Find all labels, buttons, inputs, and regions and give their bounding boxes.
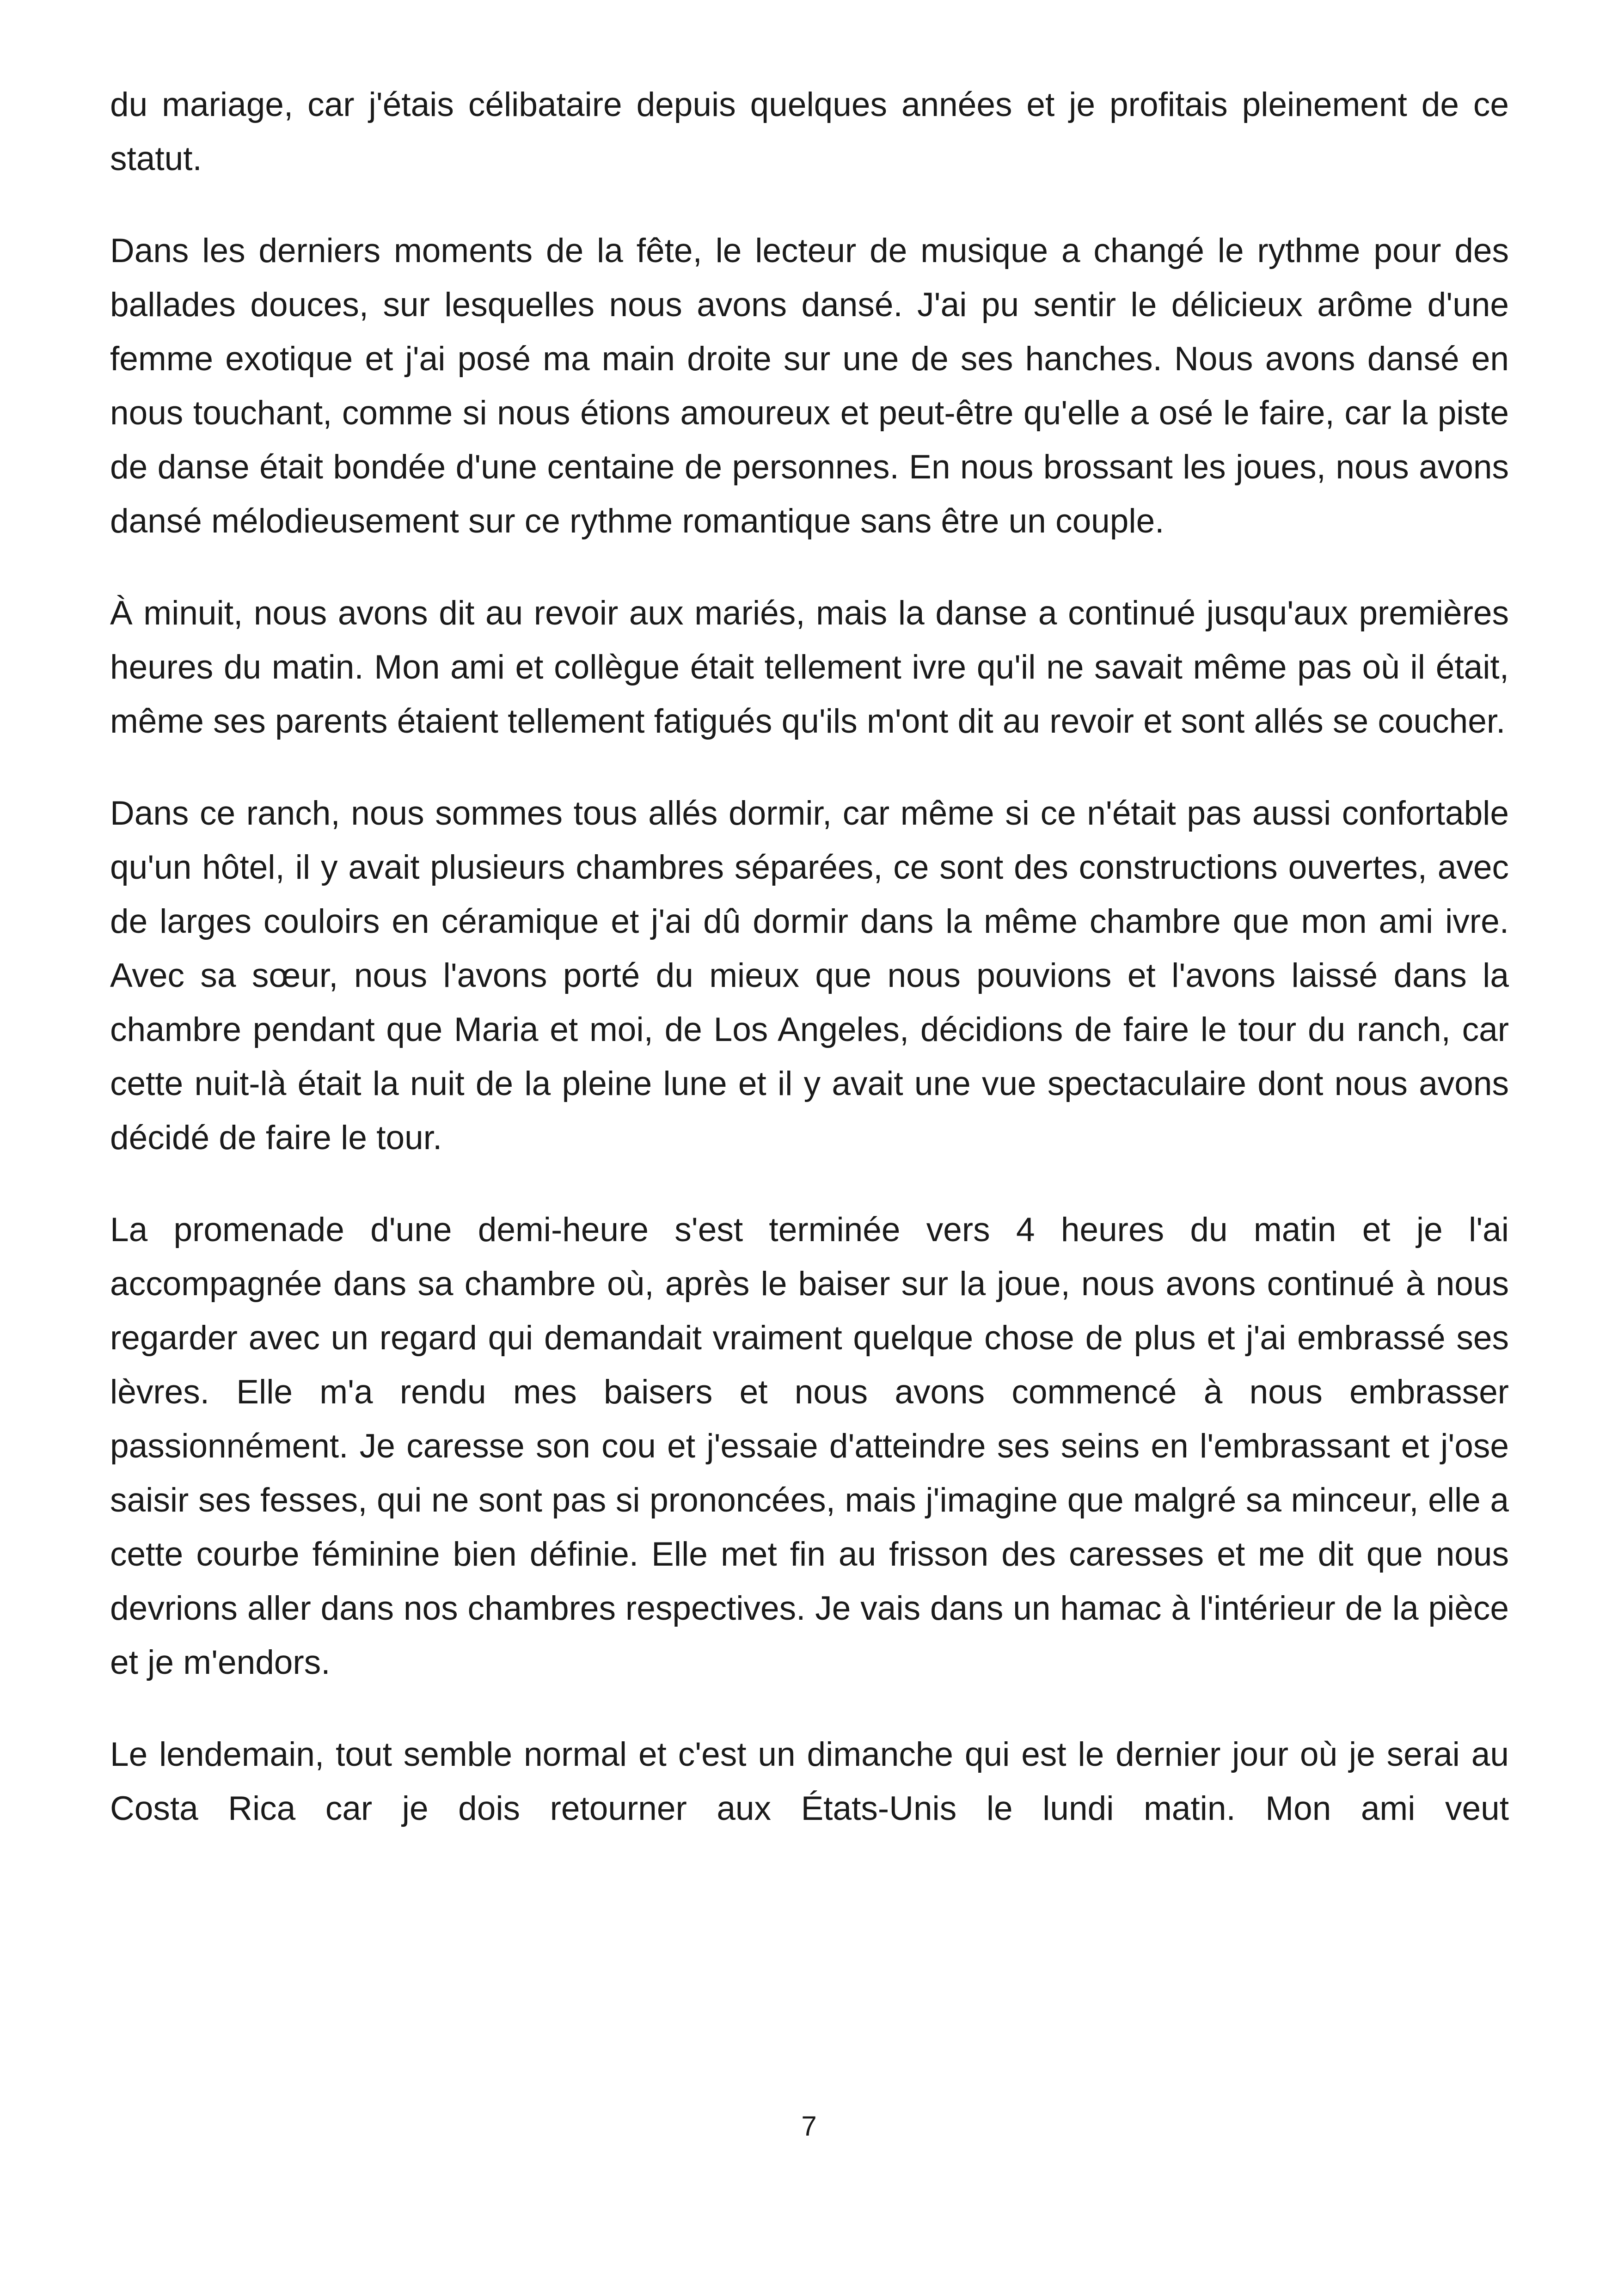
paragraph: Le lendemain, tout semble normal et c'est un dimanche qui est le dernier jour où je serai au Costa Rica car je dois retourner aux États-Unis le lundi matin. Mon ami veut xyxy=(110,1736,1509,1827)
page-number: 7 xyxy=(801,2111,817,2142)
paragraph: La promenade d'une demi-heure s'est terminée vers 4 heures du matin et je l'ai accompagnée dans sa chambre où, après le baiser sur la joue, nous avons continué à nous regarder avec un regard qui demandait vraiment quelque chose de plus et j'ai embrassé ses lèvres. Elle m'a rendu mes baisers et nous avons commencé à nous embrasser passionnément. Je caresse son cou et j'essaie d'atteindre ses seins en l'embrassant et j'ose saisir ses fesses, qui ne sont pas si prononcées, mais j'imagine que malgré sa minceur, elle a cette courbe féminine bien définie. Elle met fin au frisson des caresses et me dit que nous devrions aller dans nos chambres respectives. Je vais dans un hamac à l'intérieur de la pièce et je m'endors. xyxy=(110,1211,1509,1681)
paragraph: Dans ce ranch, nous sommes tous allés dormir, car même si ce n'était pas aussi confortable qu'un hôtel, il y avait plusieurs chambres séparées, ce sont des constructions ouvertes, avec de larges couloirs en céramique et j'ai dû dormir dans la même chambre que mon ami ivre. Avec sa sœur, nous l'avons porté du mieux que nous pouvions et l'avons laissé dans la chambre pendant que Maria et moi, de Los Angeles, décidions de faire le tour du ranch, car cette nuit-là était la nuit de la pleine lune et il y avait une vue spectaculaire dont nous avons décidé de faire le tour. xyxy=(110,795,1509,1157)
paragraph: du mariage, car j'étais célibataire depuis quelques années et je profitais pleinement de ce statut. xyxy=(110,86,1509,178)
text-body xyxy=(110,78,1509,1874)
paragraph: Dans les derniers moments de la fête, le lecteur de musique a changé le rythme pour des ballades douces, sur lesquelles nous avons dansé. J'ai pu sentir le délicieux arôme d'une femme exotique et j'ai posé ma main droite sur une de ses hanches. Nous avons dansé en nous touchant, comme si nous étions amoureux et peut-être qu'elle a osé le faire, car la piste de danse était bondée d'une centaine de personnes. En nous brossant les joues, nous avons dansé mélodieusement sur ce rythme romantique sans être un couple. xyxy=(110,232,1509,540)
paragraph: À minuit, nous avons dit au revoir aux mariés, mais la danse a continué jusqu'aux premières heures du matin. Mon ami et collègue était tellement ivre qu'il ne savait même pas où il était, même ses parents étaient tellement fatigués qu'ils m'ont dit au revoir et sont allés se coucher. xyxy=(110,594,1509,740)
